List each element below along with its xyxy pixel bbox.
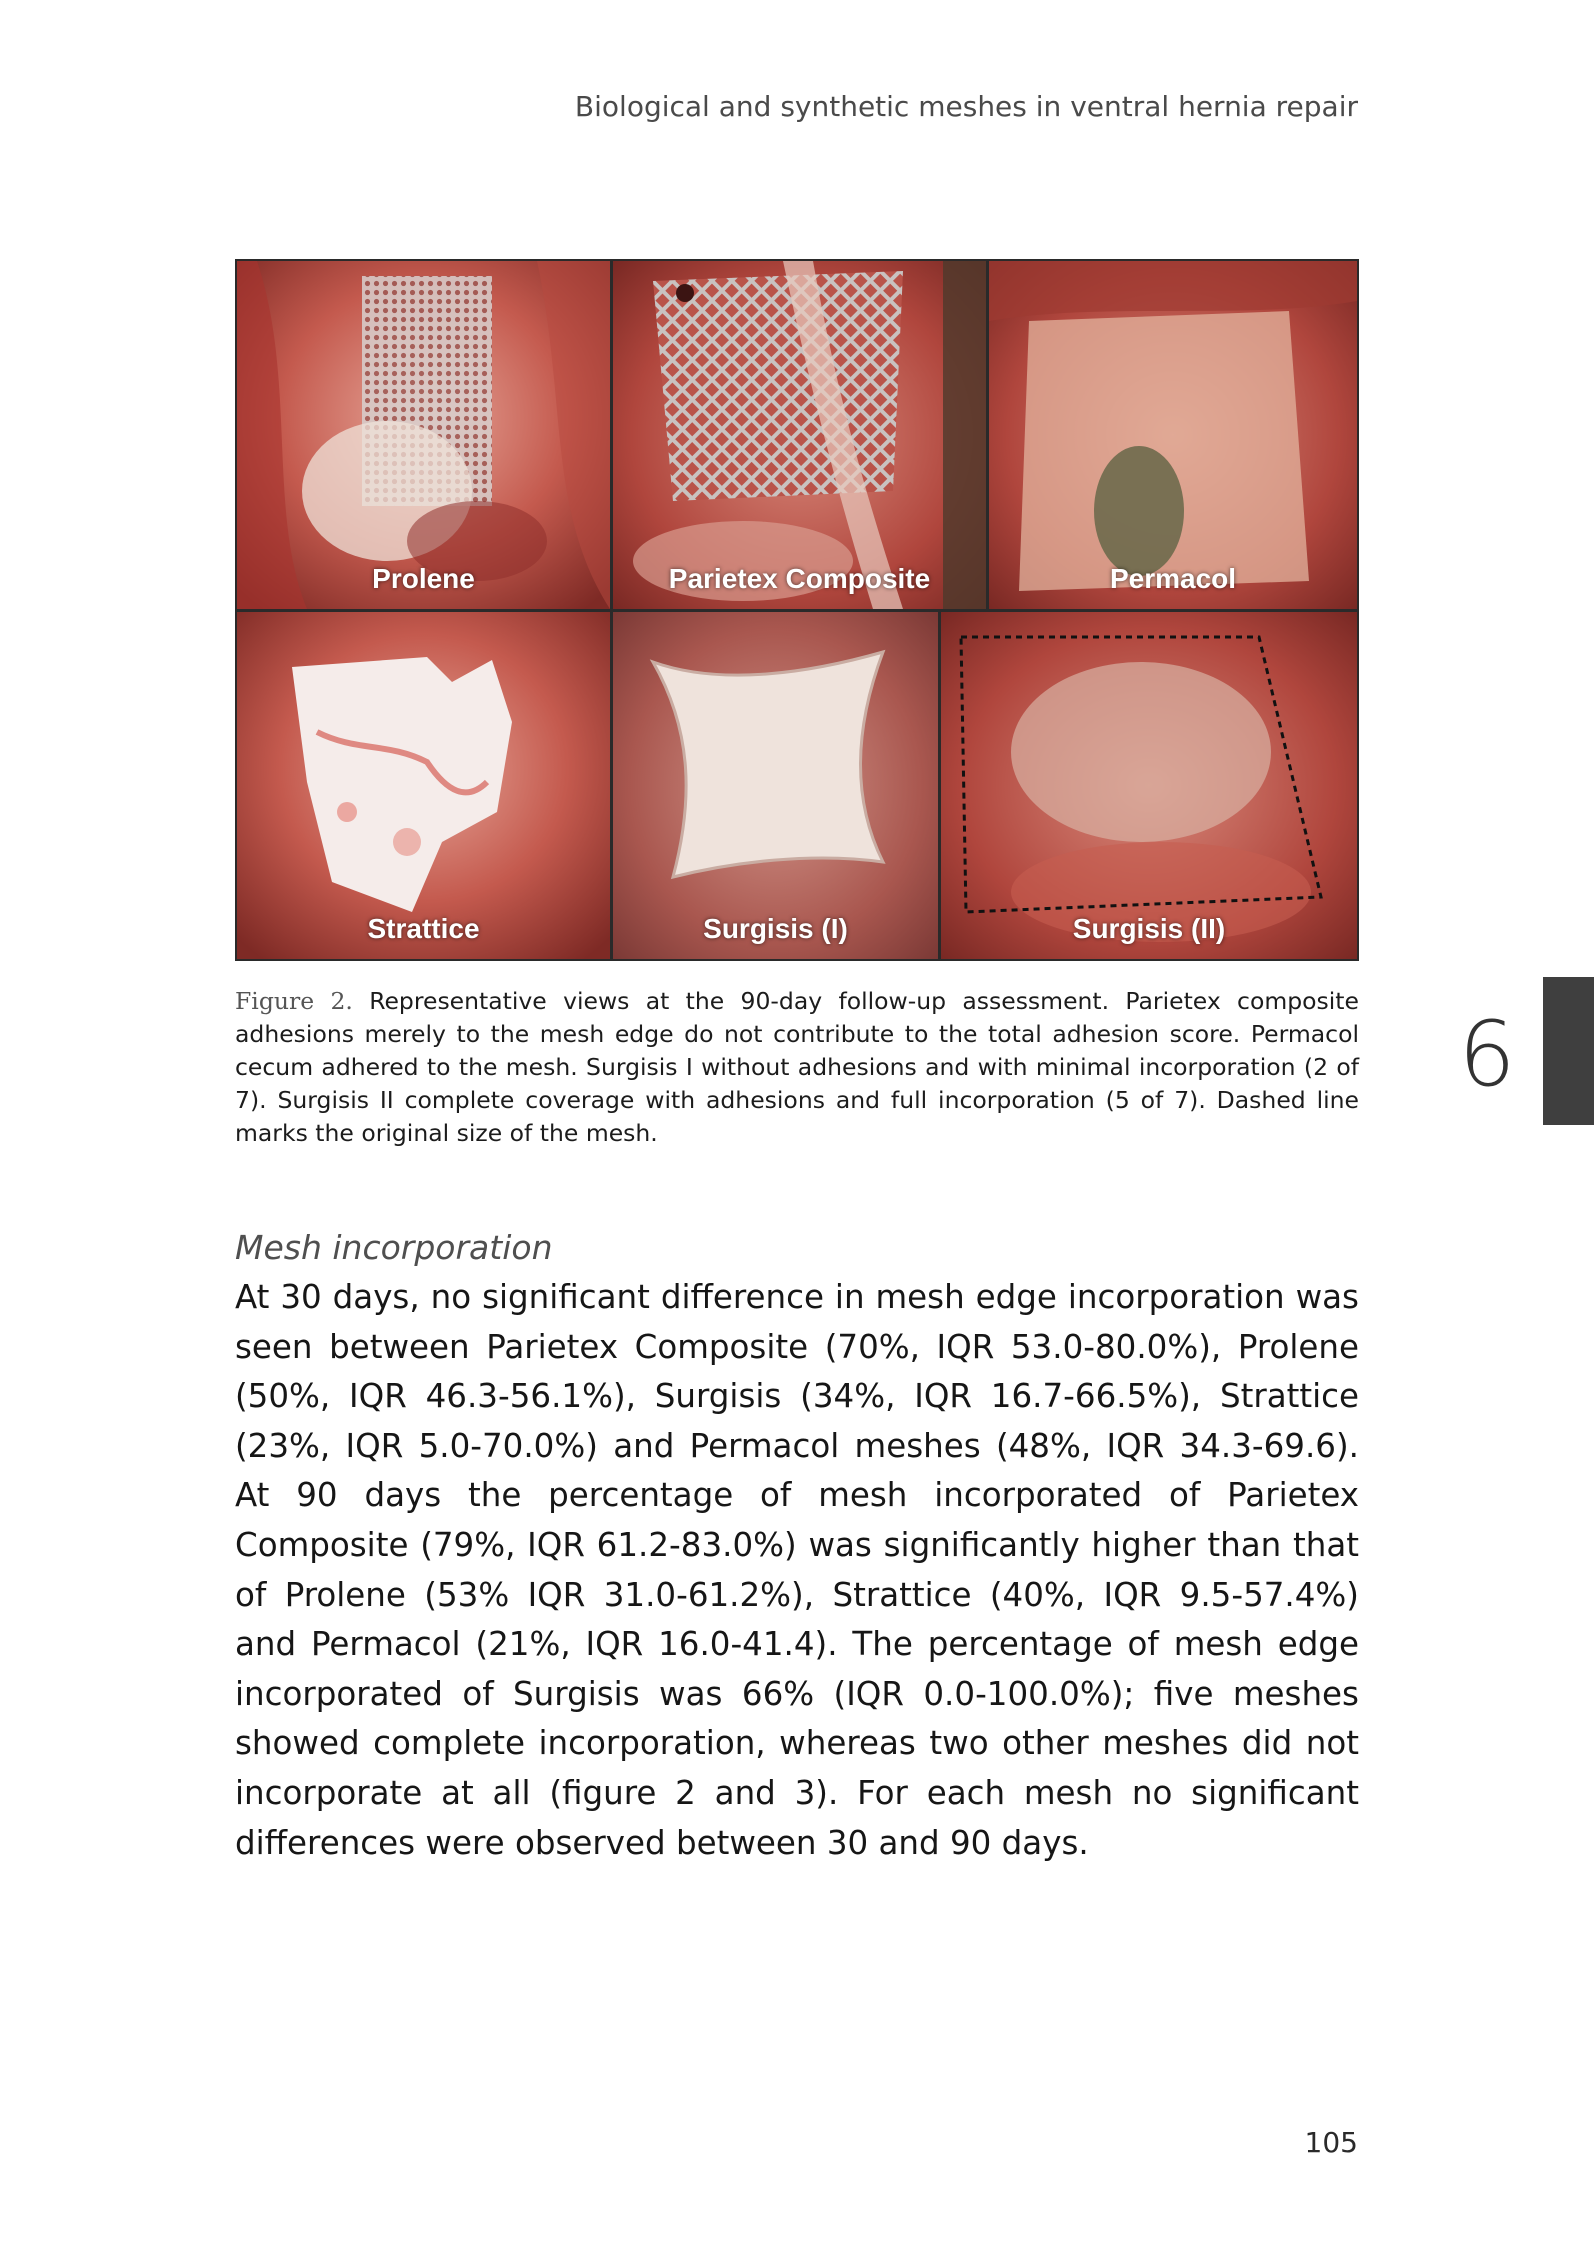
- panel-label: Parietex Composite: [668, 563, 931, 594]
- panel-surgisis-i: [613, 612, 938, 959]
- panel-label: Prolene: [372, 563, 475, 594]
- page-number: 105: [1304, 2126, 1358, 2159]
- panel-strattice: [237, 612, 610, 959]
- permacol-mesh-photo-icon: [989, 261, 1357, 609]
- figure-2: [235, 259, 1359, 961]
- surgisis-ii-mesh-photo-icon: [941, 612, 1357, 959]
- panel-label: Permacol: [1109, 563, 1237, 594]
- panel-surgisis-ii: [941, 612, 1357, 959]
- chapter-number: 6: [1458, 1002, 1516, 1107]
- strattice-mesh-photo-icon: [237, 612, 610, 959]
- prolene-mesh-photo-icon: [237, 261, 610, 609]
- surgisis-i-mesh-photo-icon: [613, 612, 938, 959]
- parietex-composite-mesh-photo-icon: [613, 261, 986, 609]
- running-header: Biological and synthetic meshes in ventral hernia repair: [574, 90, 1358, 123]
- figure-caption-text: Representative views at the 90-day follow-up assessment. Parietex composite adhesions merely to the mesh edge do not contribute to the total adhesion score. Permacol cecum adhered to the mesh. Surgisis I without adhesions and with minimal incorporation (2 of 7). Surgisis II complete coverage with adhesions and full incorporation (5 of 7). Dashed line marks the original size of the mesh.: [235, 987, 1359, 1147]
- body-paragraph: At 30 days, no significant difference in mesh edge incorporation was seen between Parietex Composite (70%, IQR 53.0-80.0%), Prolene (50%, IQR 46.3-56.1%), Surgisis (34%, IQR 16.7-66.5%), Strattice (23%, IQR 5.0-70.0%) and Permacol meshes (48%, IQR 34.3-69.6). At 90 days the percentage of mesh incorporated of Parietex Composite (79%, IQR 61.2-83.0%) was significantly higher than that of Prolene (53% IQR 31.0-61.2%), Strattice (40%, IQR 9.5-57.4%) and Permacol (21%, IQR 16.0-41.4). The percentage of mesh edge incorporated of Surgisis was 66% (IQR 0.0-100.0%); five meshes showed complete incorporation, whereas two other meshes did not incorporate at all (figure 2 and 3). For each mesh no significant differences were observed between 30 and 90 days.: [235, 1278, 1359, 1862]
- panel-label: Surgisis (II): [1072, 913, 1226, 944]
- panel-parietex-composite: [613, 261, 986, 609]
- chapter-tab: [1543, 977, 1594, 1125]
- panel-permacol: [989, 261, 1357, 609]
- panel-label: Surgisis (I): [703, 913, 848, 944]
- figure-caption: [235, 985, 1359, 1150]
- figure-caption-label: Figure 2.: [235, 987, 353, 1015]
- panel-label: Strattice: [367, 913, 480, 944]
- panel-prolene: [237, 261, 610, 609]
- section-heading: Mesh incorporation: [235, 1228, 553, 1267]
